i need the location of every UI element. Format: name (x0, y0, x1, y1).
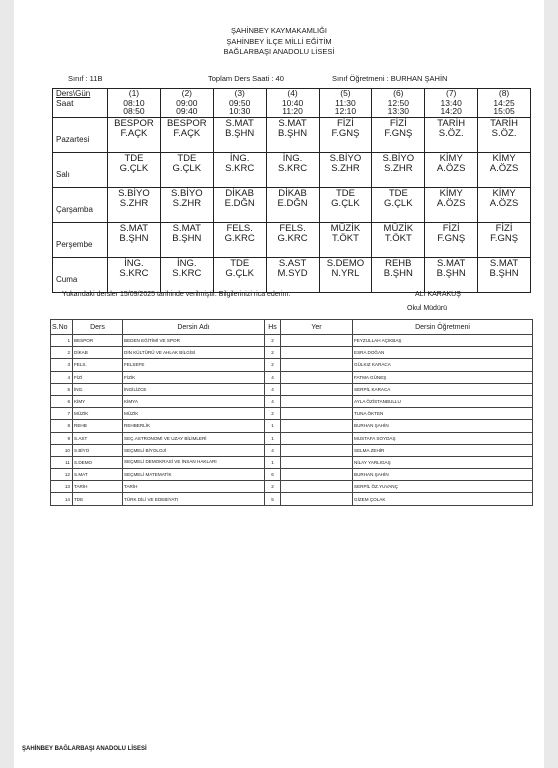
course-teacher: AYLA ÖZİSTANBULLU (353, 395, 533, 407)
course-code: S.MAT (73, 469, 123, 481)
header-sno: S.No (51, 320, 73, 335)
day-row (53, 153, 531, 188)
lesson-code: İNG. (177, 258, 197, 269)
course-name: REHBERLİK (123, 420, 265, 432)
period-number: (3) (213, 89, 266, 99)
lesson-teacher: N.YRL (331, 268, 360, 279)
course-hours: 4 (265, 383, 281, 395)
lesson-cell (372, 153, 425, 188)
note-text: Yukarıdaki dersler 15/09/2025 tarihinde verilmiştir. Bilgilerinizi rica ederim. (62, 291, 291, 298)
course-sno: 11 (51, 456, 73, 468)
course-hours: 2 (265, 347, 281, 359)
course-header-row (51, 320, 533, 335)
period-start: 09:00 (176, 97, 198, 108)
day-name: Çarşamba (53, 188, 108, 223)
lesson-cell (425, 223, 478, 258)
lesson-teacher: B.ŞHN (489, 268, 519, 279)
lesson-cell (372, 223, 425, 258)
lesson-code: REHB (385, 258, 412, 269)
header-name: Dersin Adı (123, 320, 265, 335)
period-time (372, 99, 425, 118)
course-code: BESPOR (73, 335, 123, 347)
course-sno: 6 (51, 395, 73, 407)
course-name: FELSEFE (123, 359, 265, 371)
lesson-teacher: S.ÖZ. (438, 128, 464, 139)
lesson-teacher: S.ZHR (331, 163, 360, 174)
period-number-row (53, 89, 531, 99)
course-row (51, 408, 533, 420)
course-place (281, 481, 353, 493)
course-name: SEÇ.ASTRONOMİ VE UZAY BİLİMLERİ (123, 432, 265, 444)
course-row (51, 335, 533, 347)
period-start: 11:30 (335, 97, 356, 108)
period-end: 14:20 (440, 106, 462, 116)
course-code: REHB (73, 420, 123, 432)
course-name: SEÇMELİ MATEMATİK (123, 469, 265, 481)
lesson-code: MÜZİK (330, 223, 361, 234)
course-code: İNG. (73, 383, 123, 395)
lesson-teacher: F.AÇK (173, 128, 201, 139)
lesson-code: S.BİYO (118, 188, 150, 199)
lesson-code: TDE (124, 153, 144, 164)
course-row (51, 347, 533, 359)
course-row (51, 481, 533, 493)
lesson-code: TDE (335, 188, 355, 199)
lesson-code: S.MAT (172, 223, 201, 234)
total-hours-label: Toplam Ders Saati : 40 (208, 74, 284, 83)
course-name: MÜZİK (123, 408, 265, 420)
period-number: (6) (372, 89, 425, 99)
lesson-code: İNG. (229, 153, 250, 164)
lesson-code: TDE (230, 258, 250, 269)
period-time (213, 99, 266, 118)
class-label: Sınıf : 11B (68, 74, 103, 83)
lesson-cell (108, 118, 161, 153)
lesson-cell (372, 188, 425, 223)
course-hours: 4 (265, 444, 281, 456)
lesson-cell (266, 153, 319, 188)
course-sno: 4 (51, 371, 73, 383)
lesson-teacher: S.ZHR (384, 163, 413, 174)
header-line-1: ŞAHİNBEY KAYMAKAMLIĞI (230, 26, 327, 35)
course-row (51, 456, 533, 468)
course-code: MÜZİK (73, 408, 123, 420)
lesson-teacher: S.ZHR (172, 198, 202, 209)
lesson-teacher: A.ÖZS (436, 163, 466, 174)
period-end: 11:20 (282, 106, 303, 116)
lesson-teacher: B.ŞHN (225, 128, 255, 139)
lesson-teacher: B.ŞHN (383, 268, 413, 279)
weekly-schedule-table (52, 88, 531, 293)
lesson-cell (108, 258, 161, 293)
course-place (281, 493, 353, 505)
course-hours: 1 (265, 432, 281, 444)
course-place (281, 432, 353, 444)
lesson-teacher: M.SYD (277, 268, 308, 279)
lesson-code: İNG. (282, 153, 303, 164)
course-code: KİMY (73, 395, 123, 407)
day-row (53, 223, 531, 258)
lesson-code: S.BİYO (382, 153, 415, 164)
lesson-code: DİKAB (278, 188, 307, 199)
course-name: İNGİLİZCE (123, 383, 265, 395)
lesson-teacher: F.GNŞ (437, 233, 466, 244)
course-place (281, 469, 353, 481)
period-number: (5) (319, 89, 372, 99)
course-code: S.DEMO (73, 456, 123, 468)
period-start: 12:50 (387, 97, 409, 108)
period-start: 14:25 (493, 97, 515, 108)
course-name: SEÇMELİ DEMOKRASİ VE İNSAN HAKLARI (123, 456, 265, 468)
document-page (14, 0, 544, 768)
lesson-cell (478, 258, 531, 293)
lesson-cell (213, 258, 266, 293)
course-place (281, 347, 353, 359)
course-teacher: ESRA DOĞAN (353, 347, 533, 359)
course-sno: 10 (51, 444, 73, 456)
period-start: 08:10 (123, 97, 145, 108)
hour-label: Saat (53, 99, 108, 118)
lesson-cell (160, 223, 213, 258)
course-place (281, 456, 353, 468)
period-end: 13:30 (387, 106, 409, 116)
lesson-code: BESPOR (114, 118, 154, 129)
course-sno: 9 (51, 432, 73, 444)
period-number: (7) (425, 89, 478, 99)
lesson-teacher: F.GNŞ (490, 233, 519, 244)
lesson-teacher: S.KRC (225, 163, 255, 174)
lesson-code: FELS. (226, 223, 253, 234)
course-name: TARİH (123, 481, 265, 493)
lesson-teacher: G.ÇLK (331, 198, 360, 209)
lesson-code: KİMY (492, 188, 516, 199)
lesson-cell (213, 188, 266, 223)
lesson-cell (213, 118, 266, 153)
course-name: BEDEN EĞİTİMİ VE SPOR (123, 335, 265, 347)
lesson-teacher: G.KRC (224, 233, 255, 244)
lesson-code: S.MAT (278, 118, 307, 129)
lesson-code: BESPOR (167, 118, 207, 129)
lesson-cell (478, 118, 531, 153)
course-row (51, 371, 533, 383)
period-start: 10:40 (281, 97, 304, 108)
course-place (281, 335, 353, 347)
course-sno: 7 (51, 408, 73, 420)
period-number: (8) (478, 89, 531, 99)
header-line-3: BAĞLARBAŞI ANADOLU LİSESİ (223, 47, 335, 56)
course-row (51, 493, 533, 505)
lesson-teacher: T.ÖKT (331, 233, 359, 244)
course-row (51, 432, 533, 444)
lesson-code: TDE (388, 188, 408, 199)
course-row (51, 359, 533, 371)
period-number: (4) (266, 89, 319, 99)
day-row (53, 188, 531, 223)
course-name: TÜRK DİLİ VE EDEBİYATI (123, 493, 265, 505)
header-code: Ders (73, 320, 123, 335)
course-sno: 2 (51, 347, 73, 359)
lesson-cell (319, 118, 372, 153)
course-hours: 4 (265, 395, 281, 407)
course-code: S.AST (73, 432, 123, 444)
course-code: DİKAB (73, 347, 123, 359)
lesson-code: S.MAT (489, 258, 519, 269)
day-name: Cuma (53, 258, 108, 293)
lesson-cell (108, 223, 161, 258)
course-name: SEÇMELİ BİYOLOJİ (123, 444, 265, 456)
course-sno: 12 (51, 469, 73, 481)
course-sno: 3 (51, 359, 73, 371)
lesson-cell (266, 118, 319, 153)
course-teacher: FEYZULLAH AÇIKBAŞ (353, 335, 533, 347)
lesson-code: FİZİ (495, 223, 513, 234)
lesson-code: FİZİ (389, 118, 407, 129)
course-hours: 2 (265, 335, 281, 347)
course-code: TDE (73, 493, 123, 505)
course-code: FİZİ (73, 371, 123, 383)
period-time (319, 99, 372, 118)
course-place (281, 359, 353, 371)
lesson-cell (108, 153, 161, 188)
period-end: 15:05 (493, 106, 515, 116)
lesson-teacher: A.ÖZS (489, 198, 519, 209)
lesson-cell (372, 118, 425, 153)
period-time-row (53, 99, 531, 118)
corner-header (53, 89, 108, 99)
course-teacher: BURHAN ŞAHİN (353, 420, 533, 432)
day-name: Pazartesi (53, 118, 108, 153)
course-code: S.BİYO (73, 444, 123, 456)
course-sno: 14 (51, 493, 73, 505)
course-row (51, 469, 533, 481)
lesson-cell (213, 223, 266, 258)
lesson-teacher: G.ÇLK (225, 268, 254, 279)
lesson-cell (319, 223, 372, 258)
lesson-cell (266, 223, 319, 258)
lesson-teacher: S.ZHR (119, 198, 149, 209)
period-time (478, 99, 531, 118)
day-name: Salı (53, 153, 108, 188)
period-number: (2) (160, 89, 213, 99)
period-time (160, 99, 213, 118)
lesson-code: FELS. (279, 223, 306, 234)
lesson-code: TDE (177, 153, 197, 164)
lesson-code: S.BİYO (329, 153, 362, 164)
lesson-teacher: G.KRC (277, 233, 308, 244)
lesson-cell (425, 118, 478, 153)
course-sno: 5 (51, 383, 73, 395)
course-teacher: NİLAY YARLIGAŞ (353, 456, 533, 468)
course-hours: 1 (265, 456, 281, 468)
course-code: TARİH (73, 481, 123, 493)
course-teacher: MUSTAFA SOYDAŞ (353, 432, 533, 444)
course-name: KİMYA (123, 395, 265, 407)
period-end: 09:40 (176, 106, 198, 116)
lesson-teacher: T.ÖKT (384, 233, 412, 244)
course-teacher: SERPİL ÖZ.YUVANÇ (353, 481, 533, 493)
lesson-cell (319, 188, 372, 223)
course-row (51, 395, 533, 407)
lesson-teacher: B.ŞHN (119, 233, 149, 244)
lesson-code: KİMY (439, 153, 463, 164)
day-row (53, 118, 531, 153)
lesson-teacher: E.DĞN (224, 198, 255, 209)
lesson-teacher: G.ÇLK (172, 163, 202, 174)
lesson-teacher: B.ŞHN (436, 268, 466, 279)
lesson-cell (108, 188, 161, 223)
course-hours: 4 (265, 371, 281, 383)
period-start: 13:40 (440, 97, 462, 108)
lesson-cell (478, 188, 531, 223)
course-place (281, 371, 353, 383)
lesson-code: S.MAT (225, 118, 254, 129)
lesson-code: S.AST (278, 258, 307, 269)
lesson-cell (319, 153, 372, 188)
course-hours: 5 (265, 493, 281, 505)
lesson-code: S.MAT (119, 223, 149, 234)
course-teacher: BURHAN ŞAHİN (353, 469, 533, 481)
period-time (425, 99, 478, 118)
course-teacher: TUNA ÖKTEN (353, 408, 533, 420)
class-teacher-label: Sınıf Öğretmeni : BURHAN ŞAHİN (332, 74, 448, 83)
lesson-teacher: S.KRC (172, 268, 202, 279)
lesson-cell (160, 153, 213, 188)
lesson-cell (266, 258, 319, 293)
lesson-code: S.BİYO (170, 188, 203, 199)
lesson-code: KİMY (439, 188, 463, 199)
document-header (14, 26, 544, 58)
lesson-code: FİZİ (336, 118, 354, 129)
lesson-teacher: B.ŞHN (278, 128, 308, 139)
lesson-cell (425, 258, 478, 293)
course-sno: 13 (51, 481, 73, 493)
course-teacher: GİZEM ÇOLAK (353, 493, 533, 505)
lesson-cell (266, 188, 319, 223)
lesson-code: KİMY (492, 153, 516, 164)
course-row (51, 420, 533, 432)
signature-name: ALİ KARAKUŞ (415, 291, 461, 298)
course-hours: 2 (265, 408, 281, 420)
course-hours: 1 (265, 420, 281, 432)
lesson-code: DİKAB (225, 188, 254, 199)
lesson-code: FİZİ (442, 223, 460, 234)
lesson-teacher: F.GNŞ (331, 128, 360, 139)
period-number: (1) (108, 89, 161, 99)
course-place (281, 395, 353, 407)
course-place (281, 444, 353, 456)
lesson-cell (213, 153, 266, 188)
course-place (281, 383, 353, 395)
lesson-cell (160, 258, 213, 293)
lesson-teacher: A.ÖZS (436, 198, 466, 209)
lesson-cell (478, 153, 531, 188)
lesson-code: MÜZİK (383, 223, 414, 234)
course-hours: 2 (265, 359, 281, 371)
course-name: DİN KÜLTÜRÜ VE AHLAK BİLGİSİ (123, 347, 265, 359)
period-end: 12:10 (334, 106, 357, 116)
lesson-code: S.MAT (437, 258, 466, 269)
lesson-teacher: G.ÇLK (384, 198, 413, 209)
lesson-code: İNG. (124, 258, 144, 269)
course-list-table (50, 319, 533, 506)
corner-label: Ders\Gün (56, 89, 91, 98)
course-teacher: SELMA ZEHİR (353, 444, 533, 456)
lesson-cell (160, 188, 213, 223)
period-time (108, 99, 161, 118)
lesson-teacher: F.GNŞ (384, 128, 413, 139)
header-teacher: Dersin Öğretmeni (353, 320, 533, 335)
period-start: 09:50 (229, 97, 251, 108)
lesson-teacher: S.ÖZ. (491, 128, 517, 139)
course-sno: 8 (51, 420, 73, 432)
lesson-teacher: B.ŞHN (172, 233, 202, 244)
lesson-teacher: S.KRC (278, 163, 308, 174)
period-end: 10:30 (229, 106, 251, 116)
lesson-cell (478, 223, 531, 258)
lesson-cell (160, 118, 213, 153)
course-hours: 2 (265, 481, 281, 493)
course-name: FİZİK (123, 371, 265, 383)
course-place (281, 420, 353, 432)
course-hours: 6 (265, 469, 281, 481)
header-place: Yer (281, 320, 353, 335)
lesson-cell (319, 258, 372, 293)
course-place (281, 408, 353, 420)
lesson-code: TARİH (490, 118, 518, 129)
lesson-teacher: S.KRC (119, 268, 149, 279)
lesson-teacher: A.ÖZS (489, 163, 519, 174)
day-row (53, 258, 531, 293)
header-hours: Hs (265, 320, 281, 335)
lesson-code: S.DEMO (326, 258, 365, 269)
course-row (51, 444, 533, 456)
period-end: 08:50 (123, 106, 145, 116)
lesson-cell (425, 188, 478, 223)
lesson-cell (372, 258, 425, 293)
course-row (51, 383, 533, 395)
header-line-2: ŞAHİNBEY İLÇE MİLLİ EĞİTİM (226, 36, 332, 46)
course-code: FELS. (73, 359, 123, 371)
signature-title: Okul Müdürü (407, 305, 448, 312)
footer-school-name: ŞAHİNBEY BAĞLARBAŞI ANADOLU LİSESİ (22, 746, 147, 752)
course-teacher: GÜLKIZ KARACA (353, 359, 533, 371)
lesson-code: TARİH (437, 118, 466, 129)
lesson-teacher: E.DĞN (277, 198, 308, 209)
day-name: Perşembe (53, 223, 108, 258)
lesson-teacher: F.AÇK (120, 128, 148, 139)
lesson-teacher: G.ÇLK (119, 163, 149, 174)
course-teacher: SERPİL KARACA (353, 383, 533, 395)
course-sno: 1 (51, 335, 73, 347)
course-teacher: FATMA GÜNEŞ (353, 371, 533, 383)
period-time (266, 99, 319, 118)
lesson-cell (425, 153, 478, 188)
